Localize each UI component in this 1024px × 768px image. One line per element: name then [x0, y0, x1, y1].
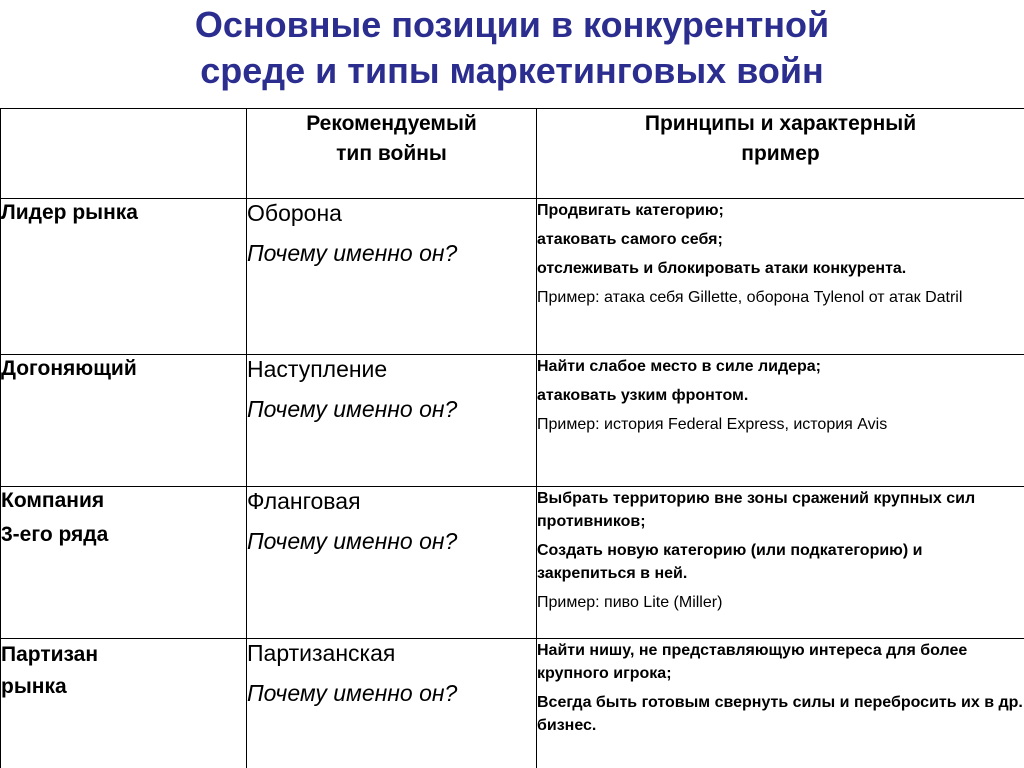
principles-cell: [537, 355, 1024, 487]
position-cell: [1, 355, 247, 487]
position-label-line-1: Партизан: [1, 643, 99, 666]
principle-item: Выбрать территорию вне зоны сражений крупных сил противников;: [537, 490, 976, 530]
position-cell: [1, 639, 247, 768]
header-war-type-line-1: Рекомендуемый: [306, 112, 477, 135]
example-text: Пример: пиво Lite (Miller): [537, 594, 723, 611]
question-label: Почему именно он?: [247, 240, 458, 266]
principle-item: атаковать узким фронтом.: [537, 387, 749, 404]
principle-item: Всегда быть готовым свернуть силы и перебросить их в др. бизнес.: [537, 694, 1023, 734]
position-label-line-2: рынка: [1, 675, 67, 698]
header-principles: [537, 109, 1024, 199]
header-war-type-line-2: тип войны: [336, 142, 447, 165]
example-text: Пример: атака себя Gillette, оборона Tylenol от атак Datril: [537, 289, 963, 306]
principle-item: отслеживать и блокировать атаки конкурента.: [537, 260, 907, 277]
principle-item: Продвигать категорию;: [537, 202, 724, 219]
question-label: Почему именно он?: [247, 396, 458, 422]
principles-cell: [537, 199, 1024, 355]
header-position: [1, 109, 247, 199]
slide-title-line-2: среде и типы маркетинговых войн: [200, 50, 824, 91]
position-label-line-1: Компания: [1, 489, 105, 512]
example-text: Пример: история Federal Express, история Avis: [537, 416, 888, 433]
position-cell: [1, 487, 247, 639]
position-label: Догоняющий: [1, 357, 137, 380]
header-principles-line-1: Принципы и характерный: [644, 112, 917, 135]
marketing-wars-table: [0, 108, 1024, 768]
principle-item: атаковать самого себя;: [537, 231, 723, 248]
table-header-row: [1, 109, 1024, 199]
principle-item: Создать новую категорию (или подкатегорию) и закрепиться в ней.: [537, 542, 923, 582]
principle-item: Найти нишу, не представляющую интереса для более крупного игрока;: [537, 642, 968, 682]
war-type-label: Наступление: [247, 356, 388, 382]
question-label: Почему именно он?: [247, 680, 458, 706]
principles-cell: [537, 487, 1024, 639]
war-type-cell: [247, 199, 537, 355]
war-type-label: Фланговая: [247, 488, 361, 514]
header-war-type: [247, 109, 537, 199]
principles-cell: [537, 639, 1024, 768]
slide-title: [0, 2, 1024, 94]
table-row: [1, 355, 1024, 487]
table-row: [1, 487, 1024, 639]
war-type-cell: [247, 355, 537, 487]
war-type-label: Оборона: [247, 200, 342, 226]
header-principles-line-2: пример: [741, 142, 820, 165]
position-label: Лидер рынка: [1, 201, 138, 224]
war-type-cell: [247, 639, 537, 768]
question-label: Почему именно он?: [247, 528, 458, 554]
war-type-label: Партизанская: [247, 640, 396, 666]
position-cell: [1, 199, 247, 355]
table-row: [1, 199, 1024, 355]
war-type-cell: [247, 487, 537, 639]
position-label-line-2: 3-его ряда: [1, 523, 109, 546]
table-row: [1, 639, 1024, 768]
slide-title-line-1: Основные позиции в конкурентной: [194, 4, 830, 45]
principle-item: Найти слабое место в силе лидера;: [537, 358, 821, 375]
